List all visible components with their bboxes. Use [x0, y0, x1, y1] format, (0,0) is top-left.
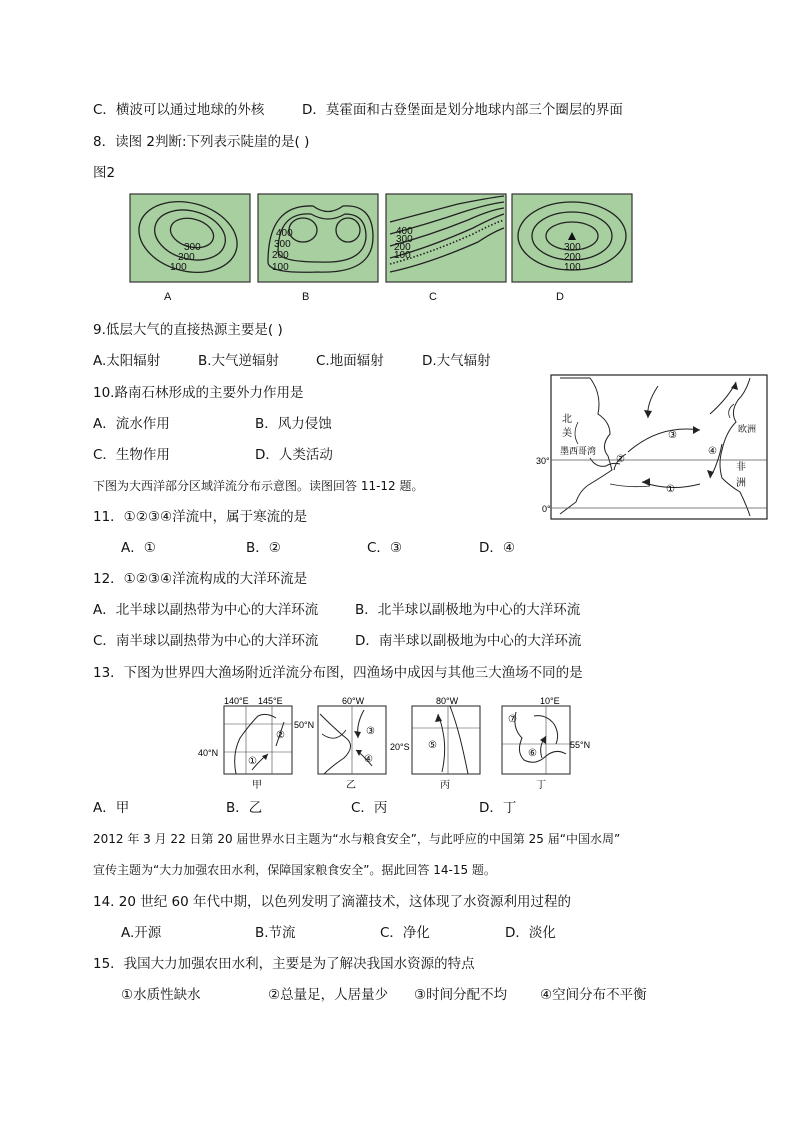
map-label-africa-1: 非 [736, 462, 746, 473]
q12-option-c: C．南半球以副热带为中心的大洋环流 [93, 633, 319, 649]
bing-name: 丙 [440, 780, 450, 791]
bing-lat-20: 20°S [390, 742, 410, 752]
map-label-0: 0° [542, 504, 551, 514]
figure-2-label: 图2 [93, 165, 116, 181]
jia-current-2: ② [276, 730, 285, 741]
jia-current-1: ① [248, 756, 257, 767]
q14-stem: 14. 20 世纪 60 年代中期，以色列发明了滴灌技术，这体现了水资源利用过程的 [93, 894, 571, 910]
q10-option-a: A．流水作用 [93, 416, 170, 432]
q14-option-a: A.开源 [121, 925, 162, 941]
current-1: ① [666, 484, 675, 495]
contour-label: 200 [394, 242, 411, 253]
map-ding [502, 696, 590, 791]
current-3: ③ [668, 430, 677, 441]
ding-name: 丁 [536, 780, 546, 791]
atlantic-current-map [536, 374, 768, 520]
ding-current-6: ⑥ [528, 748, 537, 759]
contour-panel-b [258, 194, 378, 282]
yi-current-3: ③ [366, 726, 375, 737]
q15-option-3: ③时间分配不均 [414, 987, 508, 1003]
q13-stem: 13．下图为世界四大渔场附近洋流分布图，四渔场中成因与其他三大渔场不同的是 [93, 665, 583, 681]
map-yi [318, 696, 386, 791]
q11-option-b: B．② [246, 540, 281, 556]
ding-lon-10: 10°E [540, 696, 560, 706]
panel-label-c: C [429, 291, 437, 303]
q12-option-d: D．南半球以副极地为中心的大洋环流 [355, 633, 582, 649]
q12-stem: 12．①②③④洋流构成的大洋环流是 [93, 571, 308, 587]
contour-label: 300 [184, 242, 201, 253]
jia-lon-140: 140°E [224, 696, 249, 706]
fishing-ground-maps [196, 694, 591, 791]
q10-option-b: B．风力侵蚀 [255, 416, 332, 432]
panel-label-b: B [302, 291, 310, 303]
q10-option-c: C．生物作用 [93, 447, 170, 463]
intro-14-15-line-1: 2012 年 3 月 22 日第 20 届世界水日主题为“水与粮食安全”，与此呼应的中国第 25 届“中国水周” [93, 832, 621, 846]
q9-option-d: D.大气辐射 [422, 353, 491, 369]
q13-option-b: B．乙 [226, 800, 263, 816]
q9-option-c: C.地面辐射 [316, 353, 384, 369]
q7-option-c: C．横波可以通过地球的外核 [93, 102, 265, 118]
q12-option-b: B．北半球以副极地为中心的大洋环流 [355, 602, 581, 618]
contour-label: 200 [564, 252, 581, 263]
panel-label-a: A [164, 291, 172, 303]
q7-option-d: D．莫霍面和古登堡面是划分地球内部三个圈层的界面 [302, 102, 623, 118]
q13-option-c: C．丙 [351, 800, 388, 816]
contour-label: 100 [272, 262, 289, 273]
yi-lon-60: 60°W [342, 696, 365, 706]
current-2: ② [616, 454, 625, 465]
map-label-america: 美 [562, 428, 572, 439]
q11-option-d: D．④ [479, 540, 515, 556]
jia-lat-50: 50°N [294, 720, 315, 730]
q11-option-c: C．③ [367, 540, 403, 556]
ding-current-7: ⑦ [508, 714, 517, 725]
contour-label: 400 [396, 226, 413, 237]
jia-lon-145: 145°E [258, 696, 283, 706]
contour-label: 100 [564, 262, 581, 273]
jia-name: 甲 [252, 780, 262, 791]
contour-label: 400 [276, 228, 293, 239]
ding-lat-55: 55°N [570, 740, 591, 750]
contour-label: 300 [396, 234, 413, 245]
contour-panel-c [386, 194, 506, 282]
map-jia [198, 696, 314, 791]
q8-stem: 8．读图 2判断:下列表示陡崖的是( ) [93, 134, 310, 150]
q15-option-1: ①水质性缺水 [121, 987, 201, 1003]
contour-label: 200 [178, 252, 195, 263]
map-label-30: 30° [536, 456, 550, 466]
map-label-north: 北 [562, 414, 572, 425]
map-label-africa-2: 洲 [736, 478, 746, 489]
q15-option-2: ②总量足，人居量少 [268, 987, 389, 1003]
panel-label-d: D [556, 291, 564, 303]
q10-option-d: D．人类活动 [255, 447, 333, 463]
q15-option-4: ④空间分布不平衡 [540, 987, 647, 1003]
contour-label: 300 [274, 239, 291, 250]
intro-11-12: 下图为大西洋部分区域洋流分布示意图。读图回答 11-12 题。 [93, 479, 424, 493]
contour-label: 100 [394, 250, 411, 261]
q11-option-a: A．① [121, 540, 156, 556]
intro-14-15-line-2: 宣传主题为“大力加强农田水利，保障国家粮食安全”。据此回答 14-15 题。 [93, 863, 496, 877]
yi-name: 乙 [346, 780, 356, 791]
contour-figure [128, 192, 634, 292]
contour-label: 300 [564, 242, 581, 253]
q9-option-a: A.太阳辐射 [93, 353, 161, 369]
q9-option-b: B.大气逆辐射 [198, 353, 280, 369]
jia-lat-40: 40°N [198, 748, 219, 758]
contour-panel-d [512, 194, 632, 282]
q10-stem: 10.路南石林形成的主要外力作用是 [93, 385, 304, 401]
map-label-europe: 欧洲 [738, 424, 757, 434]
map-bing [390, 696, 480, 791]
contour-label: 200 [272, 250, 289, 261]
q15-stem: 15．我国大力加强农田水利，主要是为了解决我国水资源的特点 [93, 956, 475, 972]
q9-stem: 9.低层大气的直接热源主要是( ) [93, 322, 283, 338]
contour-panel-a [130, 191, 250, 283]
bing-current-5: ⑤ [428, 740, 437, 751]
yi-current-4: ④ [364, 754, 373, 765]
map-label-mexico: 墨西哥湾 [560, 446, 597, 456]
q12-option-a: A．北半球以副热带为中心的大洋环流 [93, 602, 319, 618]
q14-option-d: D．淡化 [505, 925, 556, 941]
current-4: ④ [708, 446, 717, 457]
contour-label: 100 [170, 262, 187, 273]
q13-option-d: D．丁 [479, 800, 517, 816]
bing-lon-80: 80°W [436, 696, 459, 706]
q11-stem: 11．①②③④洋流中，属于寒流的是 [93, 509, 308, 525]
q13-option-a: A．甲 [93, 800, 130, 816]
q14-option-b: B.节流 [255, 925, 296, 941]
q14-option-c: C．净化 [380, 925, 430, 941]
